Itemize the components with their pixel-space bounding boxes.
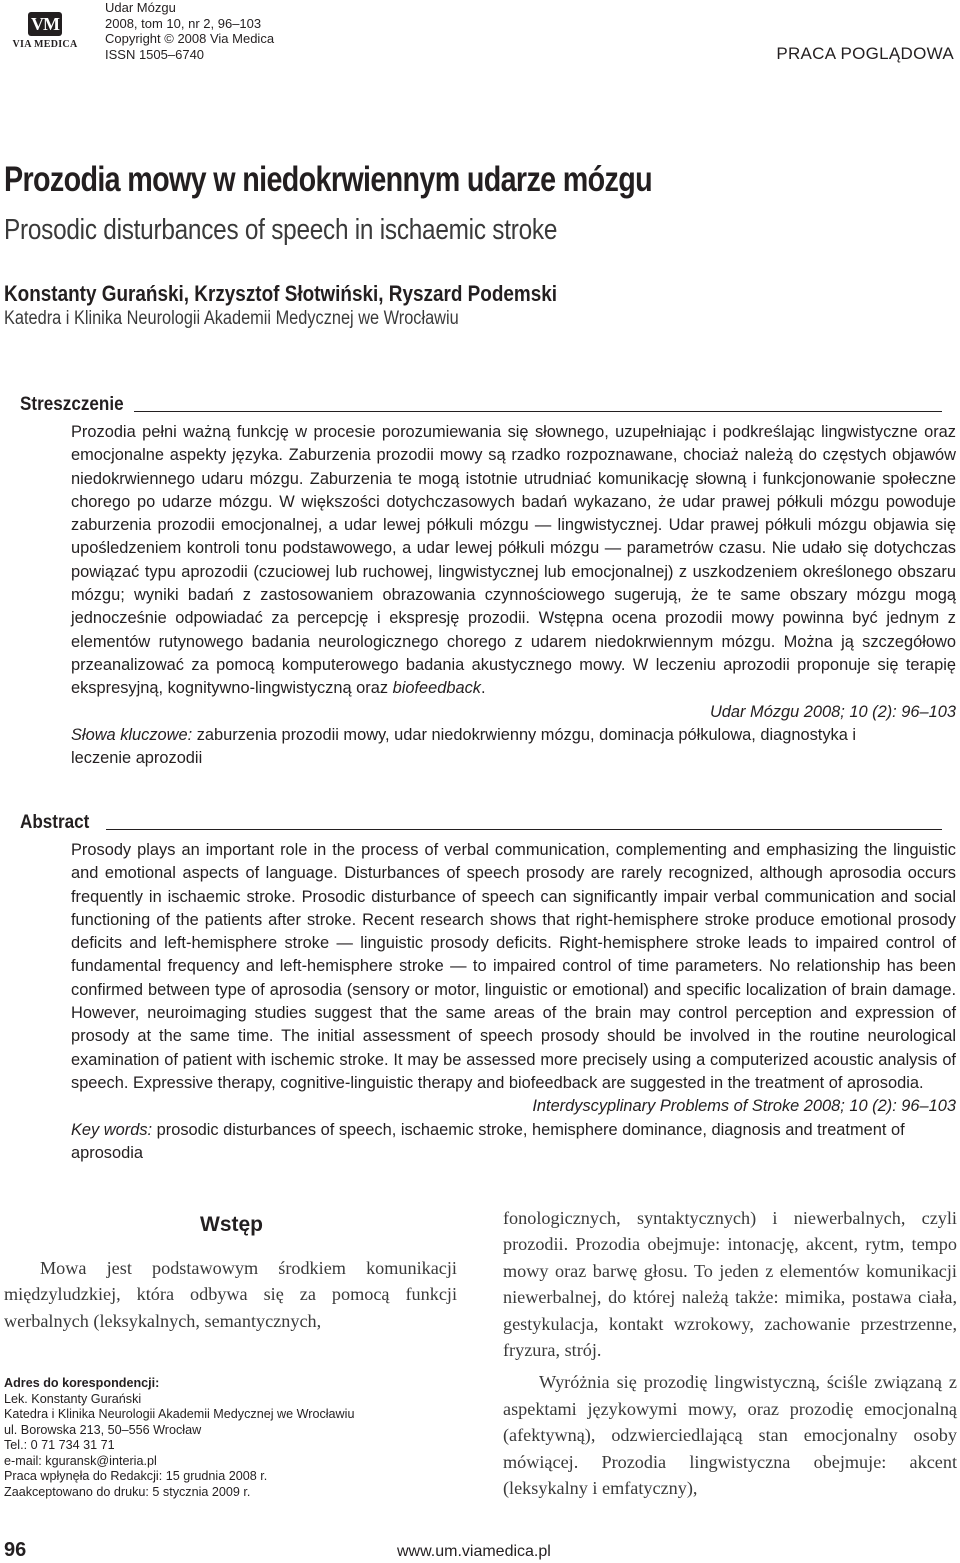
correspondence-name: Lek. Konstanty Gurański: [4, 1391, 142, 1406]
correspondence-dept: Katedra i Klinika Neurologii Akademii Medycznej we Wrocławiu: [4, 1407, 355, 1421]
correspondence-tel: Tel.: 0 71 734 31 71: [4, 1438, 115, 1452]
streszczenie-citation: Udar Mózgu 2008; 10 (2): 96–103: [709, 702, 956, 721]
abstract-keywords: Key words: prosodic disturbances of speech, ischaemic stroke, hemisphere dominance, diagnosis and treatment of aprosodia: [71, 1120, 905, 1162]
streszczenie-rule: [134, 411, 942, 412]
correspondence-accepted: Zaakceptowano do druku: 5 stycznia 2009 r.: [4, 1484, 251, 1499]
article-authors: Konstanty Gurański, Krzysztof Słotwiński, Ryszard Podemski: [4, 281, 558, 306]
journal-issn: ISSN 1505–6740: [105, 46, 205, 62]
abstract-citation: Interdyscyplinary Problems of Stroke 2008; 10 (2): 96–103: [532, 1097, 956, 1116]
journal-copyright: Copyright © 2008 Via Medica: [105, 31, 275, 47]
logo-text: VIA MEDICA: [12, 39, 78, 50]
abstract-rule: [106, 829, 942, 830]
streszczenie-body: Prozodia pełni ważną funkcję w procesie porozumiewania się słownego, uzupełniając i podkreślając lingwistyczne oraz emocjonalne aspekty języka. Zaburzenia prozodii mowy są rzadko rozpoznawane, chociaż należą do częstych objawów niedokrwiennego udaru mózgu. Zaburzenia te mogą istotnie utrudniać komunikację słowną i funkcjonowanie społeczne chorego po udarze mózgu. W większości dotychczasowych badań wykazano, że udar prawej półkuli mózgu powoduje zaburzenia prozodii emocjonalnej, a udar lewej półkuli mózgu — lingwistycznej. Udar prawej półkuli mózgu objawia się upośledzeniem kontroli tonu podstawowego, a udar lewej półkuli mózgu — parametrów czasu. Nie udało się dotychczas powiązać typu aprozodii (czuciowej lub ruchowej, lingwistycznej lub emocjonalnej) z uszkodzeniem określonego obszaru mózgu; wyniki badań z zastosowaniem obrazowania czynnościowego sugerują, że te same obszary mózgu mogą jednocześnie odpowiadać za percepcję i ekspresję prozodii. Wstępna ocena prozodii mowy powinna być jednym z elementów rutynowego badania neurologicznego chorego z udarem niedokrwiennym mózgu. Można ją szczegółowo przeanalizować za pomocą komputerowego badania akustycznego mowy. W leczeniu aprozodii proponuje się terapię ekspresyjną, kognitywno-lingwistyczną oraz biofeedback.: [71, 423, 956, 698]
journal-volume: 2008, tom 10, nr 2, 96–103: [105, 15, 262, 31]
article-type-label: PRACA POGLĄDOWA: [776, 44, 954, 63]
streszczenie-keywords: Słowa kluczowe: zaburzenia prozodii mowy, udar niedokrwienny mózgu, dominacja półkulowa, diagnostyka i leczenie aprozodii: [71, 725, 857, 768]
logo-mark: VM: [28, 12, 62, 36]
intro-left-column: Mowa jest podstawowym środkiem komunikacji międzyludzkiej, która odbywa się za pomocą funkcji werbalnych (leksykalnych, semantycznych,: [4, 1258, 457, 1331]
correspondence-address: ul. Borowska 213, 50–556 Wrocław: [4, 1422, 202, 1437]
abstract-heading: Abstract: [20, 812, 90, 833]
correspondence-email: e-mail: kguransk@interia.pl: [4, 1453, 157, 1468]
streszczenie-heading: Streszczenie: [20, 394, 124, 415]
intro-right-p1: fonologicznych, syntaktycznych) i niewerbalnych, czyli prozodii. Prozodia obejmuje: intonację, akcent, rytm, tempo mowy oraz barwę głosu. To jeden z elementów komunikacji niewerbalnej, do której należą także: mimika, postawa ciała, gestykulacja, kontakt wzrokowy, zachowanie przestrzenne, fryzura, strój.: [503, 1208, 957, 1361]
intro-right-p2: Wyróżnia się prozodię lingwistyczną, ściśle związaną z aspektami językowymi mowy, oraz prozodię emocjonalną (afektywną), odzwierciedlającą stan emocjonalny osoby mówiącej. Prozodia lingwistyczna obejmuje: akcent (leksykalny i emfatyczny),: [503, 1372, 957, 1499]
abstract-block: [71, 839, 956, 1165]
journal-meta: [105, 0, 274, 62]
streszczenie-block: [71, 421, 956, 770]
abstract-body: Prosody plays an important role in the process of verbal communication, complementing and emphasizing the linguistic and emotional aspects of language. Disturbances of speech prosody are rarely recognized, although aprosodia occurs frequently in ischaemic stroke. Prosodic disturbance of speech can significantly impair verbal communication and social functioning of the patients after stroke. Recent research shows that right-hemisphere stroke produce emotional prosody deficits and left-hemisphere stroke — linguistic prosody deficits. Right-hemisphere stroke leads to impaired control of fundamental frequency and left-hemisphere stroke — to impaired control of time parameters. No relationship has been confirmed between type of aprosodia (sensory or motor, linguistic or emotional) and specific localization of brain damage. However, neuroimaging studies suggest that the same areas of the brain may control perception and expression of prosody at the same time. The initial assessment of speech prosody should be involved in the routine neurological examination of patient with ischemic stroke. It may be assessed more precisely using a computerized acoustic analysis of speech. Expressive therapy, cognitive-linguistic therapy and biofeedback are suggested in the treatment of aprosodia.: [71, 841, 956, 1092]
journal-website: www.um.viamedica.pl: [397, 1543, 551, 1560]
article-subtitle: Prosodic disturbances of speech in ischaemic stroke: [4, 214, 558, 246]
article-title: Prozodia mowy w niedokrwiennym udarze mózgu: [4, 160, 652, 199]
correspondence-box: [4, 1376, 354, 1500]
intro-heading: Wstęp: [200, 1213, 263, 1236]
publisher-logo: [8, 12, 82, 52]
page-number: 96: [4, 1539, 27, 1561]
article-affiliation: Katedra i Klinika Neurologii Akademii Medycznej we Wrocławiu: [4, 308, 459, 329]
intro-right-column: [503, 1205, 957, 1501]
correspondence-received: Praca wpłynęła do Redakcji: 15 grudnia 2008 r.: [4, 1469, 268, 1483]
journal-name: Udar Mózgu: [105, 0, 176, 15]
correspondence-heading: Adres do korespondencji:: [4, 1376, 160, 1390]
